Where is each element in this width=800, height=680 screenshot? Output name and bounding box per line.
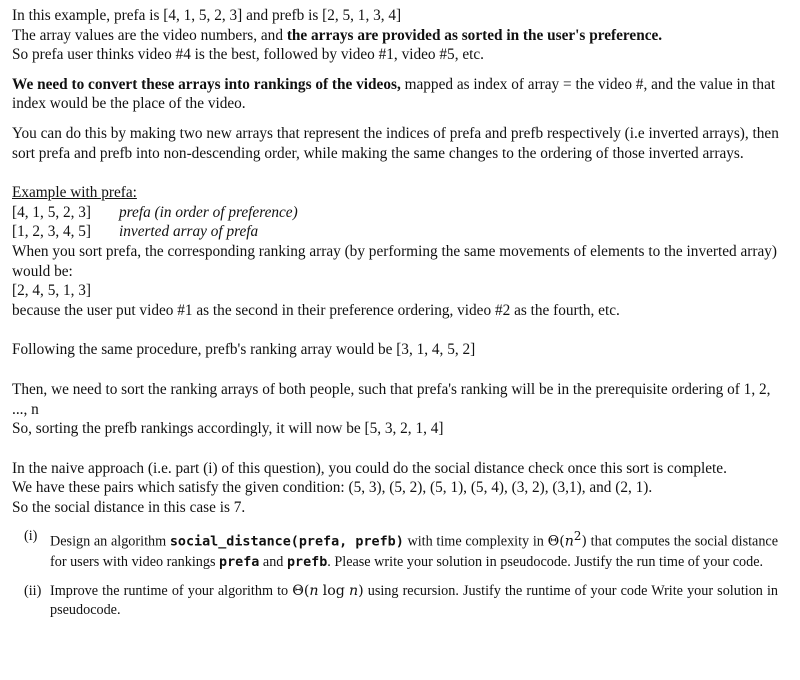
code-prefb: prefb	[286, 554, 328, 570]
math-log: log	[322, 583, 345, 600]
question-text-part: using recursion. Justify the runtime of your code Write your solution in pseudocode.	[50, 583, 779, 618]
question-label: (i)	[24, 528, 38, 545]
question-text-part: that computes the social distance for users with video rankings	[50, 534, 779, 570]
example-heading: Example with prefa:	[12, 184, 137, 202]
example-block	[12, 183, 788, 320]
example-row	[12, 203, 788, 223]
question-list	[12, 527, 788, 619]
example-result: [2, 4, 5, 1, 3]	[12, 282, 92, 300]
example-array-description: inverted array of prefa	[119, 223, 259, 241]
question-item	[24, 582, 788, 619]
intro-line-2-text: The array values are the video numbers, and	[12, 26, 287, 44]
math-theta: Θ	[547, 534, 560, 551]
math-n: n	[309, 583, 319, 600]
naive-line-1: In the naive approach (i.e. part (i) of this question), you could do the social distance check once this sort is complete.	[12, 459, 727, 477]
question-text	[50, 582, 788, 619]
intro-line-3: So prefa user thinks video #4 is the best, followed by video #1, video #5, etc.	[12, 46, 484, 64]
question-label: (ii)	[24, 583, 42, 600]
question-text-part: and	[259, 553, 287, 570]
example-array: [1, 2, 3, 4, 5]	[12, 223, 92, 241]
math-exponent: 2	[573, 529, 582, 544]
question-text-part: Design an algorithm	[50, 534, 170, 551]
question-item	[24, 527, 788, 572]
naive-line-3: So the social distance in this case is 7.	[12, 498, 246, 516]
intro-block	[12, 6, 788, 65]
convert-bold: We need to convert these arrays into rankings of the videos,	[12, 75, 401, 93]
code-prefa: prefa	[219, 554, 260, 570]
convert-text: mapped as index of array = the video #, and the value in that index would be the place of the video.	[12, 75, 776, 113]
intro-line-2	[12, 26, 788, 46]
example-because: because the user put video #1 as the second in their preference ordering, video #2 as the fourth, etc.	[12, 301, 620, 319]
math-paren: )	[358, 583, 364, 600]
document	[12, 6, 788, 620]
example-array: [4, 1, 5, 2, 3]	[12, 203, 92, 221]
naive-block	[12, 459, 788, 518]
method-paragraph: You can do this by making two new arrays that represent the indices of prefa and prefb respectively (i.e inverted arrays), then sort prefa and prefb into non-descending order, while making the same changes to the ordering of those inverted arrays.	[12, 124, 779, 162]
example-row	[12, 222, 788, 242]
following-paragraph: Following the same procedure, prefb's ranking array would be [3, 1, 4, 5, 2]	[12, 341, 476, 359]
math-n: n	[348, 583, 359, 600]
question-text-part: Improve the runtime of your algorithm to	[50, 583, 293, 600]
intro-line-1: In this example, prefa is [4, 1, 5, 2, 3] and prefb is [2, 5, 1, 3, 4]	[12, 7, 402, 24]
math-theta: Θ	[292, 583, 304, 600]
naive-line-2: We have these pairs which satisfy the given condition: (5, 3), (5, 2), (5, 1), (5, 4), (3, 2), (3,1), and (2, 1).	[12, 479, 653, 497]
intro-line-2-bold: the arrays are provided as sorted in the user's preference.	[286, 26, 663, 44]
code-function-signature: social_distance(prefa, prefb)	[169, 535, 404, 551]
sorting-line-2: So, sorting the prefb rankings accordingly, it will now be [5, 3, 2, 1, 4]	[12, 420, 444, 438]
convert-paragraph	[12, 75, 788, 114]
example-array-description: prefa (in order of preference)	[119, 203, 298, 221]
math-paren: (	[559, 534, 565, 551]
question-text-part: with time complexity in	[403, 534, 548, 551]
example-after: When you sort prefa, the corresponding ranking array (by performing the same movements of elements to the inverted array) would be:	[12, 242, 778, 280]
question-text-part: . Please write your solution in pseudocode. Justify the run time of your code.	[327, 553, 764, 570]
math-paren: (	[303, 583, 310, 600]
math-paren: )	[581, 534, 587, 551]
sorting-line-1: Then, we need to sort the ranking arrays of both people, such that prefa's ranking will be in the prerequisite ordering of 1, 2, ..., n	[12, 380, 771, 418]
sorting-block	[12, 380, 788, 439]
question-text	[50, 527, 788, 572]
math-n: n	[564, 534, 574, 551]
